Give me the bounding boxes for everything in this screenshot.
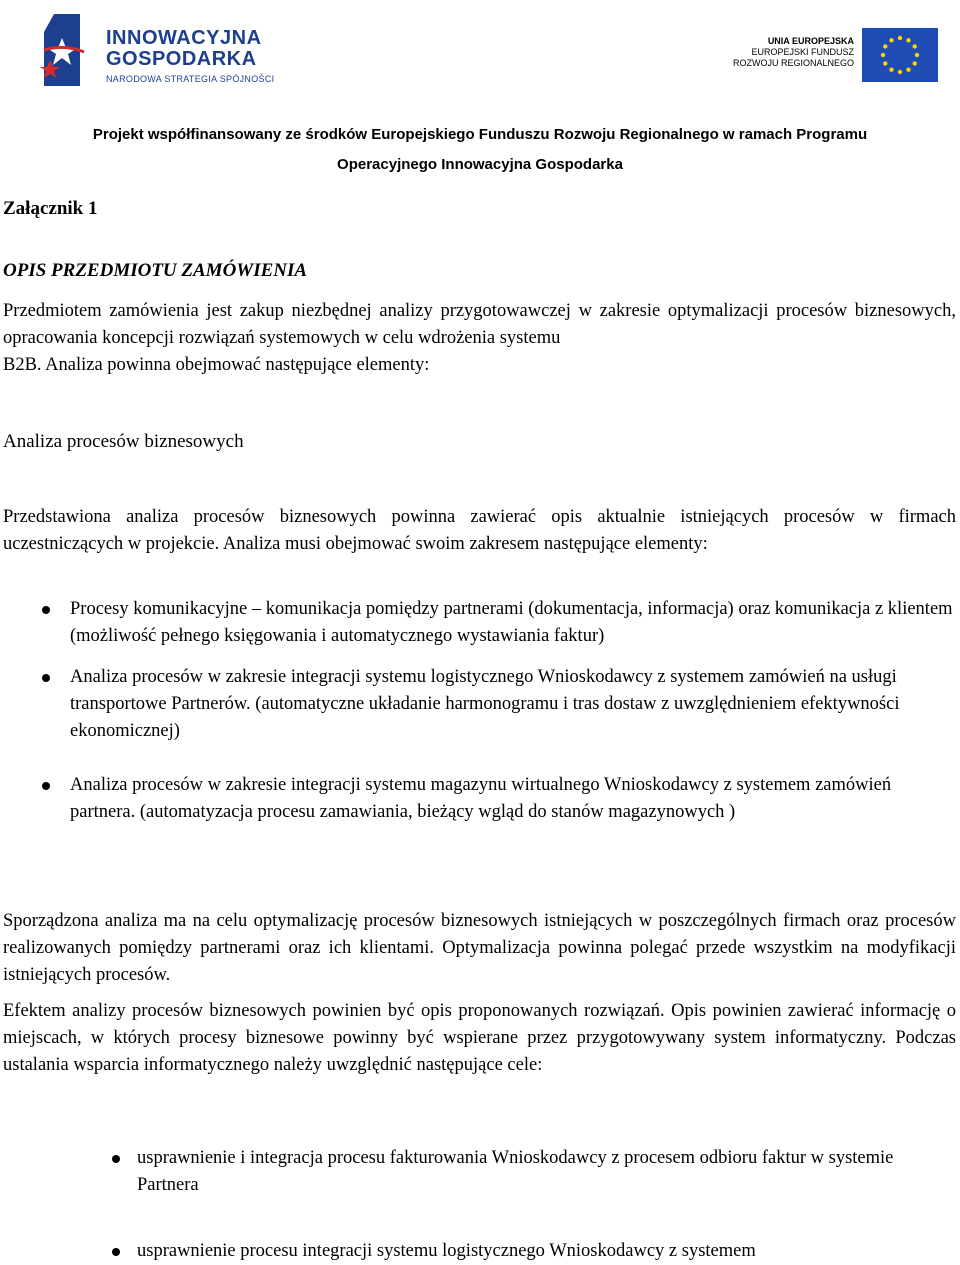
eu-star-icon (889, 38, 893, 42)
eu-star-icon (889, 68, 893, 72)
eu-line-1: UNIA EUROPEJSKA (767, 36, 854, 46)
list-item-text: Procesy komunikacyjne – komunikacja pomiędzy partnerami (dokumentacja, informacja) oraz komunikacja z klientem (możliwość pełnego księgowania i automatycznego wystawiania faktur) (70, 599, 953, 646)
eu-star-icon (883, 44, 887, 48)
list-item-text: usprawnienie procesu integracji systemu logistycznego Wnioskodawcy z systemem (137, 1241, 756, 1261)
eu-star-icon (898, 36, 902, 40)
star-logo-icon (40, 10, 104, 90)
paragraph-optimization: Sporządzona analiza ma na celu optymalizację procesów biznesowych istniejących w poszczególnych firmach oraz procesów realizowanych pomiędzy partnerami oraz ich klientami. Optymalizacja powinna polegać przede wszystkim na modyfikacji istniejących procesów. (3, 911, 956, 985)
bullet-icon (112, 1248, 120, 1256)
bullet-list-processes (0, 596, 956, 826)
eu-line-3: ROZWOJU REGIONALNEGO (732, 58, 854, 68)
bullet-icon (42, 782, 50, 790)
bullet-list-goals (0, 1145, 956, 1265)
logo-subtitle: NARODOWA STRATEGIA SPÓJNOŚCI (106, 74, 275, 84)
list-item (0, 664, 956, 745)
intro-paragraph (3, 298, 956, 379)
eu-star-icon (913, 44, 917, 48)
list-item (0, 1145, 956, 1199)
paragraph-effect: Efektem analizy procesów biznesowych powinien być opis proponowanych rozwiązań. Opis powinien zawierać informację o miejscach, w których procesy biznesowe powinny być wspierane przez przygotowywany system informatyczny. Podczas ustalania wsparcia informatycznego należy uwzględnić następujące cele: (3, 1001, 956, 1075)
innowacyjna-gospodarka-logo (40, 10, 280, 90)
eu-star-icon (915, 53, 919, 57)
bullet-icon (112, 1155, 120, 1163)
list-item (0, 596, 956, 650)
eu-star-icon (913, 61, 917, 65)
intro-line-1: Przedmiotem zamówienia jest zakup niezbędnej analizy przygotowawczej w zakresie optymalizacji procesów biznesowych, opracowania koncepcji rozwiązań systemowych w celu wdrożenia systemu (3, 301, 956, 348)
header-line-1: Projekt współfinansowany ze środków Europejskiego Funduszu Rozwoju Regionalnego w ramach Programu (92, 126, 868, 143)
logo-line-2: GOSPODARKA (106, 48, 257, 70)
eu-logo (726, 28, 938, 84)
eu-line-2: EUROPEJSKI FUNDUSZ (751, 47, 854, 57)
eu-logo-text (726, 36, 854, 69)
list-item-text: usprawnienie i integracja procesu fakturowania Wnioskodawcy z procesem odbioru faktur w systemie Partnera (137, 1148, 894, 1195)
section-title: Analiza procesów biznesowych (3, 431, 244, 452)
project-header (0, 120, 960, 180)
eu-star-icon (906, 68, 910, 72)
list-item-text: Analiza procesów w zakresie integracji systemu magazynu wirtualnego Wnioskodawcy z systemem zamówień partnera. (automatyzacja procesu zamawiania, bieżący wgląd do stanów magazynowych ) (70, 775, 892, 822)
list-item-text: Analiza procesów w zakresie integracji systemu logistycznego Wnioskodawcy z systemem zamówień na usługi transportowe Partnerów. (automatyczne układanie harmonogramu i tras dostaw z uwzględnieniem efektywności ekonomicznej) (70, 667, 900, 741)
annex-label: Załącznik 1 (3, 198, 98, 219)
eu-star-icon (881, 53, 885, 57)
bullet-icon (42, 606, 50, 614)
eu-star-icon (906, 38, 910, 42)
eu-star-icon (898, 70, 902, 74)
eu-star-icon (883, 61, 887, 65)
paragraph-analysis-scope: Przedstawiona analiza procesów biznesowych powinna zawierać opis aktualnie istniejących procesów w firmach uczestniczących w projekcie. Analiza musi obejmować swoim zakresem następujące elementy: (3, 507, 956, 554)
logo-line-1: INNOWACYJNA (106, 27, 262, 49)
intro-line-2: B2B. Analiza powinna obejmować następujące elementy: (3, 355, 430, 375)
header-line-2: Operacyjnego Innowacyjna Gospodarka (337, 156, 623, 173)
eu-flag-icon (862, 28, 938, 82)
bullet-icon (42, 674, 50, 682)
list-item (0, 1238, 956, 1265)
list-item (0, 772, 956, 826)
document-title: OPIS PRZEDMIOTU ZAMÓWIENIA (3, 260, 308, 281)
